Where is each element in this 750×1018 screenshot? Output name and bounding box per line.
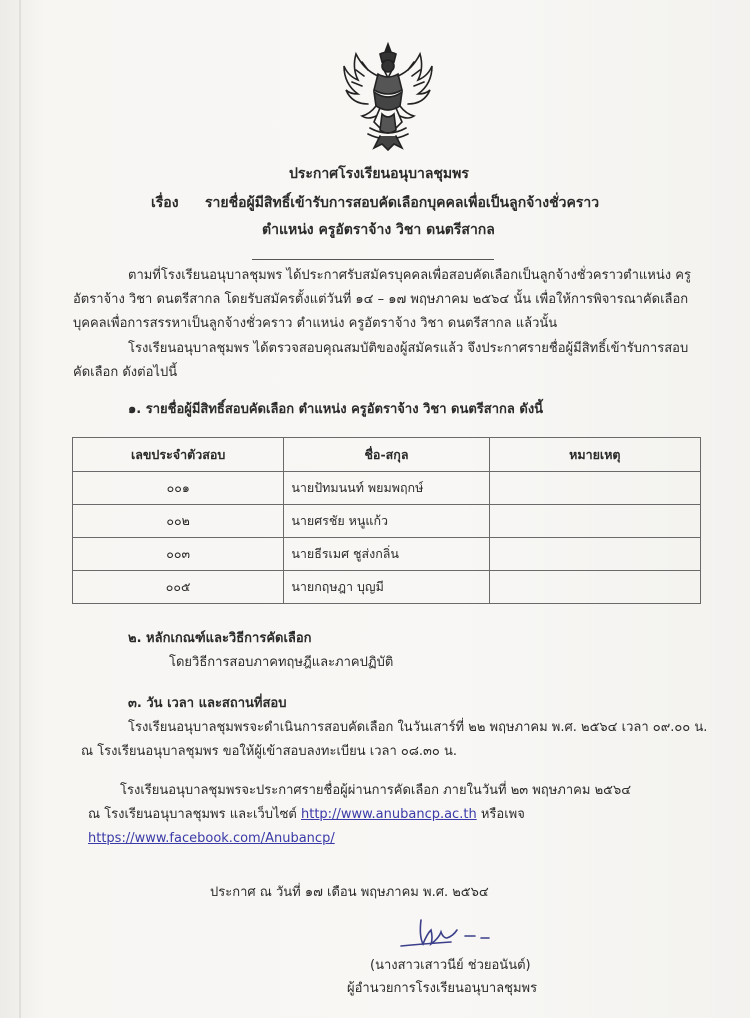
- intro-line-5: คัดเลือก ดังต่อไปนี้: [73, 365, 178, 380]
- subject-label: เรื่อง: [151, 195, 179, 211]
- results-line-1: โรงเรียนอนุบาลชุมพรจะประกาศรายชื่อผู้ผ่านการคัดเลือก ภายในวันที่ ๒๓ พฤษภาคม ๒๕๖๔: [120, 783, 632, 798]
- name-cell: นายธีรเมศ ชูส่งกลิ่น: [284, 538, 489, 571]
- intro-line-4: โรงเรียนอนุบาลชุมพร ได้ตรวจสอบคุณสมบัติของผู้สมัครแล้ว จึงประกาศรายชื่อผู้มีสิทธิ์เข้ารับการสอบ: [128, 341, 689, 356]
- intro-line-3: บุคคลเพื่อการสรรหาเป็นลูกจ้างชั่วคราว ตำแหน่ง ครูอัตราจ้าง วิชา ดนตรีสากล แล้วนั้น: [73, 316, 558, 331]
- section-3-line-1: โรงเรียนอนุบาลชุมพรจะดำเนินการสอบคัดเลือก ในวันเสาร์ที่ ๒๒ พฤษภาคม พ.ศ. ๒๕๖๔ เวลา ๐๙.๐๐ น.: [128, 720, 708, 735]
- name-cell: นายกฤษฎา บุญมี: [284, 571, 489, 604]
- note-cell: [489, 571, 700, 604]
- garuda-emblem-icon: [340, 40, 436, 152]
- column-header-note: หมายเหตุ: [489, 438, 700, 472]
- results-location: ณ โรงเรียนอนุบาลชุมพร และเว็บไซต์: [88, 807, 297, 822]
- note-cell: [489, 538, 700, 571]
- table-row: [73, 571, 701, 604]
- section-1-heading: ๑. รายชื่อผู้มีสิทธิ์สอบคัดเลือก ตำแหน่ง ครูอัตราจ้าง วิชา ดนตรีสากล ดังนี้: [128, 402, 544, 417]
- announcement-title: ประกาศโรงเรียนอนุบาลชุมพร: [289, 166, 469, 182]
- section-3-line-2: ณ โรงเรียนอนุบาลชุมพร ขอให้ผู้เข้าสอบลงทะเบียน เวลา ๐๘.๓๐ น.: [81, 744, 457, 759]
- table-header-row: [73, 438, 701, 472]
- facebook-link[interactable]: https://www.facebook.com/Anubancp/: [88, 831, 335, 846]
- subject-text: รายชื่อผู้มีสิทธิ์เข้ารับการสอบคัดเลือกบุคคลเพื่อเป็นลูกจ้างชั่วคราว: [205, 195, 600, 211]
- website-link[interactable]: http://www.anubancp.ac.th: [301, 807, 477, 822]
- note-cell: [489, 505, 700, 538]
- signature-icon: [395, 914, 505, 954]
- announcement-date: ประกาศ ณ วันที่ ๑๗ เดือน พฤษภาคม พ.ศ. ๒๕๖๔: [210, 885, 489, 900]
- name-cell: นายศรชัย หนูแก้ว: [284, 505, 489, 538]
- column-header-name: ชื่อ-สกุล: [284, 438, 489, 472]
- exam-id-cell: ๐๐๓: [73, 538, 284, 571]
- section-3-heading: ๓. วัน เวลา และสถานที่สอบ: [128, 696, 287, 711]
- intro-line-2: อัตราจ้าง วิชา ดนตรีสากล โดยรับสมัครตั้งแต่วันที่ ๑๔ – ๑๗ พฤษภาคม ๒๕๖๔ นั้น เพื่อให้การพิจารณาคัดเลือก: [73, 292, 689, 307]
- exam-id-cell: ๐๐๒: [73, 505, 284, 538]
- section-2-body: โดยวิธีการสอบภาคทฤษฎีและภาคปฏิบัติ: [169, 655, 394, 670]
- table-row: [73, 472, 701, 505]
- signer-name: (นางสาวเสาวนีย์ ช่วยอนันต์): [370, 958, 531, 973]
- column-header-exam-id: เลขประจำตัวสอบ: [73, 438, 284, 472]
- page-label: หรือเพจ: [480, 807, 525, 822]
- exam-id-cell: ๐๐๕: [73, 571, 284, 604]
- page-fold: [19, 0, 21, 1018]
- signer-title: ผู้อำนวยการโรงเรียนอนุบาลชุมพร: [347, 981, 538, 996]
- exam-id-cell: ๐๐๑: [73, 472, 284, 505]
- header-divider: [252, 259, 494, 260]
- name-cell: นายปัทมนนท์ พยมพฤกษ์: [284, 472, 489, 505]
- intro-line-1: ตามที่โรงเรียนอนุบาลชุมพร ได้ประกาศรับสมัครบุคคลเพื่อสอบคัดเลือกเป็นลูกจ้างชั่วคราวตำแหน่ง ครู: [128, 268, 691, 283]
- position-line: ตำแหน่ง ครูอัตราจ้าง วิชา ดนตรีสากล: [262, 222, 495, 238]
- note-cell: [489, 472, 700, 505]
- candidate-table: [72, 437, 701, 604]
- table-row: [73, 505, 701, 538]
- results-line-2: [88, 807, 525, 823]
- table-row: [73, 538, 701, 571]
- section-2-heading: ๒. หลักเกณฑ์และวิธีการคัดเลือก: [128, 631, 312, 646]
